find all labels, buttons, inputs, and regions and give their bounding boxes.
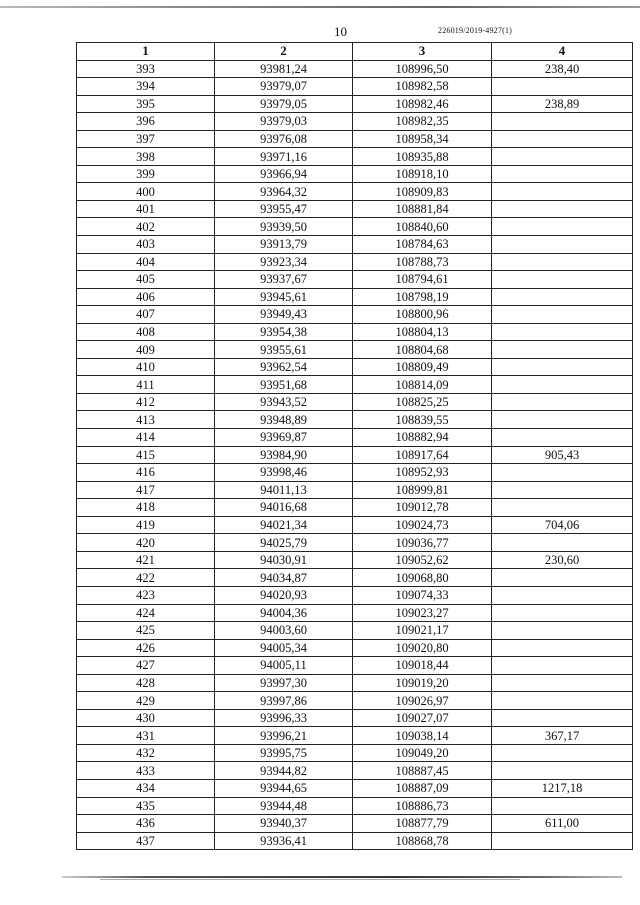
- table-cell-col-1: 424: [77, 604, 215, 622]
- table-row: [77, 288, 633, 306]
- table-header-row: [77, 43, 633, 61]
- table-cell-col-1: 434: [77, 779, 215, 797]
- table-cell-col-1: 398: [77, 148, 215, 166]
- table-row: [77, 622, 633, 640]
- table-cell-col-2: 93944,48: [215, 797, 353, 815]
- table-cell-col-4: [492, 709, 633, 727]
- table-row: [77, 200, 633, 218]
- table-cell-col-1: 420: [77, 534, 215, 552]
- table-cell-col-4: [492, 288, 633, 306]
- table-cell-col-3: 108784,63: [353, 236, 492, 254]
- table-cell-col-1: 430: [77, 709, 215, 727]
- table-row: [77, 499, 633, 517]
- table-cell-col-2: 93981,24: [215, 60, 353, 78]
- table-cell-col-2: 93998,46: [215, 464, 353, 482]
- table-cell-col-4: [492, 253, 633, 271]
- table-cell-col-3: 109021,17: [353, 622, 492, 640]
- table-cell-col-2: 94005,34: [215, 639, 353, 657]
- table-cell-col-2: 93955,61: [215, 341, 353, 359]
- table-cell-col-4: [492, 797, 633, 815]
- table-row: [77, 358, 633, 376]
- table-row: [77, 78, 633, 96]
- table-cell-col-2: 93969,87: [215, 429, 353, 447]
- table-cell-col-3: 108982,58: [353, 78, 492, 96]
- table-cell-col-1: 425: [77, 622, 215, 640]
- table-cell-col-4: [492, 78, 633, 96]
- document-reference: 226019/2019-4927(1): [438, 26, 513, 35]
- table-cell-col-3: 108918,10: [353, 165, 492, 183]
- table-cell-col-2: 93964,32: [215, 183, 353, 201]
- table-cell-col-4: [492, 604, 633, 622]
- table-cell-col-3: 108840,60: [353, 218, 492, 236]
- table-cell-col-2: 93954,38: [215, 323, 353, 341]
- column-header: 2: [215, 43, 353, 61]
- table-cell-col-3: 108996,50: [353, 60, 492, 78]
- table-row: [77, 271, 633, 289]
- table-cell-col-3: 108881,84: [353, 200, 492, 218]
- table-cell-col-1: 433: [77, 762, 215, 780]
- table-cell-col-3: 108886,73: [353, 797, 492, 815]
- table-cell-col-1: 418: [77, 499, 215, 517]
- table-row: [77, 657, 633, 675]
- table-cell-col-2: 93962,54: [215, 358, 353, 376]
- table-cell-col-1: 407: [77, 306, 215, 324]
- table-row: [77, 429, 633, 447]
- table-cell-col-4: [492, 358, 633, 376]
- table-cell-col-4: [492, 499, 633, 517]
- table-cell-col-1: 426: [77, 639, 215, 657]
- table-cell-col-1: 409: [77, 341, 215, 359]
- table-row: [77, 674, 633, 692]
- table-cell-col-2: 94004,36: [215, 604, 353, 622]
- table-cell-col-2: 94030,91: [215, 551, 353, 569]
- table-cell-col-4: 704,06: [492, 516, 633, 534]
- table-cell-col-1: 417: [77, 481, 215, 499]
- table-cell-col-1: 437: [77, 832, 215, 850]
- table-cell-col-3: 109023,27: [353, 604, 492, 622]
- table-row: [77, 516, 633, 534]
- table-row: [77, 130, 633, 148]
- table-cell-col-3: 108999,81: [353, 481, 492, 499]
- table-cell-col-4: [492, 622, 633, 640]
- table-row: [77, 744, 633, 762]
- table-row: [77, 95, 633, 113]
- table-cell-col-4: [492, 341, 633, 359]
- table-cell-col-3: 108935,88: [353, 148, 492, 166]
- table-cell-col-1: 415: [77, 446, 215, 464]
- column-header: 3: [353, 43, 492, 61]
- table-cell-col-3: 108877,79: [353, 815, 492, 833]
- table-cell-col-2: 94011,13: [215, 481, 353, 499]
- table-cell-col-4: [492, 832, 633, 850]
- table-row: [77, 832, 633, 850]
- table-cell-col-1: 427: [77, 657, 215, 675]
- table-cell-col-3: 109024,73: [353, 516, 492, 534]
- table-cell-col-2: 93936,41: [215, 832, 353, 850]
- table-row: [77, 60, 633, 78]
- table-cell-col-1: 396: [77, 113, 215, 131]
- table-cell-col-2: 93913,79: [215, 236, 353, 254]
- table-cell-col-4: [492, 165, 633, 183]
- table-cell-col-2: 93948,89: [215, 411, 353, 429]
- table-row: [77, 341, 633, 359]
- table-cell-col-3: 109019,20: [353, 674, 492, 692]
- table-cell-col-4: [492, 113, 633, 131]
- table-cell-col-2: 93971,16: [215, 148, 353, 166]
- table-cell-col-2: 94034,87: [215, 569, 353, 587]
- table-cell-col-1: 408: [77, 323, 215, 341]
- table-cell-col-4: [492, 148, 633, 166]
- table-cell-col-2: 93966,94: [215, 165, 353, 183]
- table-cell-col-3: 108882,94: [353, 429, 492, 447]
- table-cell-col-3: 108809,49: [353, 358, 492, 376]
- table-row: [77, 323, 633, 341]
- table-cell-col-2: 93979,07: [215, 78, 353, 96]
- table-row: [77, 218, 633, 236]
- table-cell-col-2: 93951,68: [215, 376, 353, 394]
- table-cell-col-3: 108788,73: [353, 253, 492, 271]
- table-cell-col-3: 108804,13: [353, 323, 492, 341]
- table-cell-col-4: [492, 429, 633, 447]
- table-cell-col-1: 399: [77, 165, 215, 183]
- table-cell-col-4: [492, 569, 633, 587]
- table-row: [77, 551, 633, 569]
- table-cell-col-2: 93996,33: [215, 709, 353, 727]
- table-row: [77, 709, 633, 727]
- table-row: [77, 569, 633, 587]
- table-cell-col-1: 423: [77, 586, 215, 604]
- table-cell-col-4: 230,60: [492, 551, 633, 569]
- table-cell-col-4: [492, 744, 633, 762]
- table-cell-col-4: 905,43: [492, 446, 633, 464]
- table-cell-col-3: 108887,45: [353, 762, 492, 780]
- bottom-scan-rule: [62, 876, 622, 878]
- table-cell-col-4: 238,89: [492, 95, 633, 113]
- table-cell-col-4: 238,40: [492, 60, 633, 78]
- table-cell-col-1: 429: [77, 692, 215, 710]
- table-cell-col-1: 401: [77, 200, 215, 218]
- table-cell-col-2: 93984,90: [215, 446, 353, 464]
- table-row: [77, 692, 633, 710]
- page-number: 10: [334, 24, 347, 39]
- table-cell-col-3: 108794,61: [353, 271, 492, 289]
- table-cell-col-4: [492, 481, 633, 499]
- table-cell-col-1: 397: [77, 130, 215, 148]
- table-cell-col-4: [492, 323, 633, 341]
- table-cell-col-4: [492, 393, 633, 411]
- table-cell-col-2: 93940,37: [215, 815, 353, 833]
- table-cell-col-1: 422: [77, 569, 215, 587]
- table-cell-col-1: 411: [77, 376, 215, 394]
- table-cell-col-2: 93944,65: [215, 779, 353, 797]
- table-cell-col-2: 93997,86: [215, 692, 353, 710]
- table-cell-col-3: 109036,77: [353, 534, 492, 552]
- table-cell-col-2: 94021,34: [215, 516, 353, 534]
- table-cell-col-1: 402: [77, 218, 215, 236]
- table-row: [77, 762, 633, 780]
- table-cell-col-3: 108982,46: [353, 95, 492, 113]
- table-cell-col-3: 108814,09: [353, 376, 492, 394]
- table-row: [77, 376, 633, 394]
- table-cell-col-2: 93923,34: [215, 253, 353, 271]
- table-cell-col-2: 93979,05: [215, 95, 353, 113]
- table-row: [77, 481, 633, 499]
- table-cell-col-2: 93976,08: [215, 130, 353, 148]
- table-cell-col-1: 395: [77, 95, 215, 113]
- coordinates-table: [76, 42, 633, 850]
- table-cell-col-3: 109038,14: [353, 727, 492, 745]
- table-cell-col-4: [492, 657, 633, 675]
- table-row: [77, 148, 633, 166]
- table-cell-col-4: 1217,18: [492, 779, 633, 797]
- table-cell-col-2: 93937,67: [215, 271, 353, 289]
- table-cell-col-1: 431: [77, 727, 215, 745]
- table-cell-col-3: 108958,34: [353, 130, 492, 148]
- table-cell-col-2: 93955,47: [215, 200, 353, 218]
- table-row: [77, 446, 633, 464]
- table-cell-col-2: 94016,68: [215, 499, 353, 517]
- table-cell-col-3: 108952,93: [353, 464, 492, 482]
- table-cell-col-1: 435: [77, 797, 215, 815]
- table-cell-col-2: 93944,82: [215, 762, 353, 780]
- table-cell-col-3: 109052,62: [353, 551, 492, 569]
- table-cell-col-1: 400: [77, 183, 215, 201]
- table-cell-col-3: 108798,19: [353, 288, 492, 306]
- table-cell-col-2: 94003,60: [215, 622, 353, 640]
- table-row: [77, 604, 633, 622]
- table-cell-col-3: 108800,96: [353, 306, 492, 324]
- table-cell-col-1: 410: [77, 358, 215, 376]
- table-cell-col-2: 93945,61: [215, 288, 353, 306]
- table-row: [77, 586, 633, 604]
- table-cell-col-2: 94025,79: [215, 534, 353, 552]
- table-cell-col-3: 108917,64: [353, 446, 492, 464]
- column-header: 4: [492, 43, 633, 61]
- table-row: [77, 779, 633, 797]
- table-cell-col-1: 432: [77, 744, 215, 762]
- table-row: [77, 113, 633, 131]
- table-cell-col-3: 109018,44: [353, 657, 492, 675]
- table-cell-col-4: [492, 692, 633, 710]
- table-row: [77, 306, 633, 324]
- table-cell-col-1: 419: [77, 516, 215, 534]
- table-cell-col-3: 108839,55: [353, 411, 492, 429]
- table-body: [77, 60, 633, 850]
- table-row: [77, 797, 633, 815]
- table-cell-col-1: 403: [77, 236, 215, 254]
- table-row: [77, 393, 633, 411]
- table-cell-col-4: [492, 639, 633, 657]
- bottom-scan-rule-secondary: [100, 879, 520, 880]
- table-cell-col-4: [492, 236, 633, 254]
- table-cell-col-4: [492, 130, 633, 148]
- table-cell-col-3: 108887,09: [353, 779, 492, 797]
- table-cell-col-1: 405: [77, 271, 215, 289]
- table-cell-col-4: [492, 376, 633, 394]
- table-cell-col-4: [492, 218, 633, 236]
- table-row: [77, 464, 633, 482]
- table-cell-col-3: 108804,68: [353, 341, 492, 359]
- table-row: [77, 236, 633, 254]
- table-row: [77, 411, 633, 429]
- table-row: [77, 165, 633, 183]
- table-cell-col-3: 108825,25: [353, 393, 492, 411]
- table-row: [77, 253, 633, 271]
- table-row: [77, 639, 633, 657]
- table-cell-col-3: 109074,33: [353, 586, 492, 604]
- table-cell-col-1: 421: [77, 551, 215, 569]
- table-cell-col-3: 109026,97: [353, 692, 492, 710]
- table-cell-col-4: [492, 183, 633, 201]
- table-cell-col-1: 413: [77, 411, 215, 429]
- column-header: 1: [77, 43, 215, 61]
- table-cell-col-4: [492, 464, 633, 482]
- table-cell-col-1: 394: [77, 78, 215, 96]
- table-row: [77, 727, 633, 745]
- table-cell-col-4: 611,00: [492, 815, 633, 833]
- table-cell-col-1: 428: [77, 674, 215, 692]
- table-cell-col-4: 367,17: [492, 727, 633, 745]
- top-scan-rule: [0, 6, 640, 8]
- table-cell-col-2: 93949,43: [215, 306, 353, 324]
- table-cell-col-4: [492, 586, 633, 604]
- table-cell-col-3: 108909,83: [353, 183, 492, 201]
- table-cell-col-1: 393: [77, 60, 215, 78]
- table-cell-col-2: 93996,21: [215, 727, 353, 745]
- table-cell-col-2: 93943,52: [215, 393, 353, 411]
- table-cell-col-3: 108982,35: [353, 113, 492, 131]
- table-row: [77, 534, 633, 552]
- table-cell-col-4: [492, 762, 633, 780]
- table-cell-col-1: 412: [77, 393, 215, 411]
- table-cell-col-3: 109068,80: [353, 569, 492, 587]
- table-cell-col-2: 94020,93: [215, 586, 353, 604]
- table-cell-col-4: [492, 200, 633, 218]
- table-cell-col-4: [492, 674, 633, 692]
- table-cell-col-1: 404: [77, 253, 215, 271]
- table-cell-col-4: [492, 306, 633, 324]
- table-cell-col-3: 108868,78: [353, 832, 492, 850]
- table-cell-col-3: 109012,78: [353, 499, 492, 517]
- table-cell-col-2: 93997,30: [215, 674, 353, 692]
- table-cell-col-3: 109027,07: [353, 709, 492, 727]
- table-cell-col-3: 109049,20: [353, 744, 492, 762]
- table-cell-col-4: [492, 534, 633, 552]
- table-cell-col-1: 414: [77, 429, 215, 447]
- table-cell-col-4: [492, 411, 633, 429]
- table-cell-col-2: 93995,75: [215, 744, 353, 762]
- table-cell-col-2: 93979,03: [215, 113, 353, 131]
- table-cell-col-1: 406: [77, 288, 215, 306]
- table-cell-col-1: 436: [77, 815, 215, 833]
- table-cell-col-2: 93939,50: [215, 218, 353, 236]
- table-row: [77, 183, 633, 201]
- table-row: [77, 815, 633, 833]
- table-cell-col-2: 94005,11: [215, 657, 353, 675]
- table-cell-col-4: [492, 271, 633, 289]
- table-cell-col-3: 109020,80: [353, 639, 492, 657]
- table-cell-col-1: 416: [77, 464, 215, 482]
